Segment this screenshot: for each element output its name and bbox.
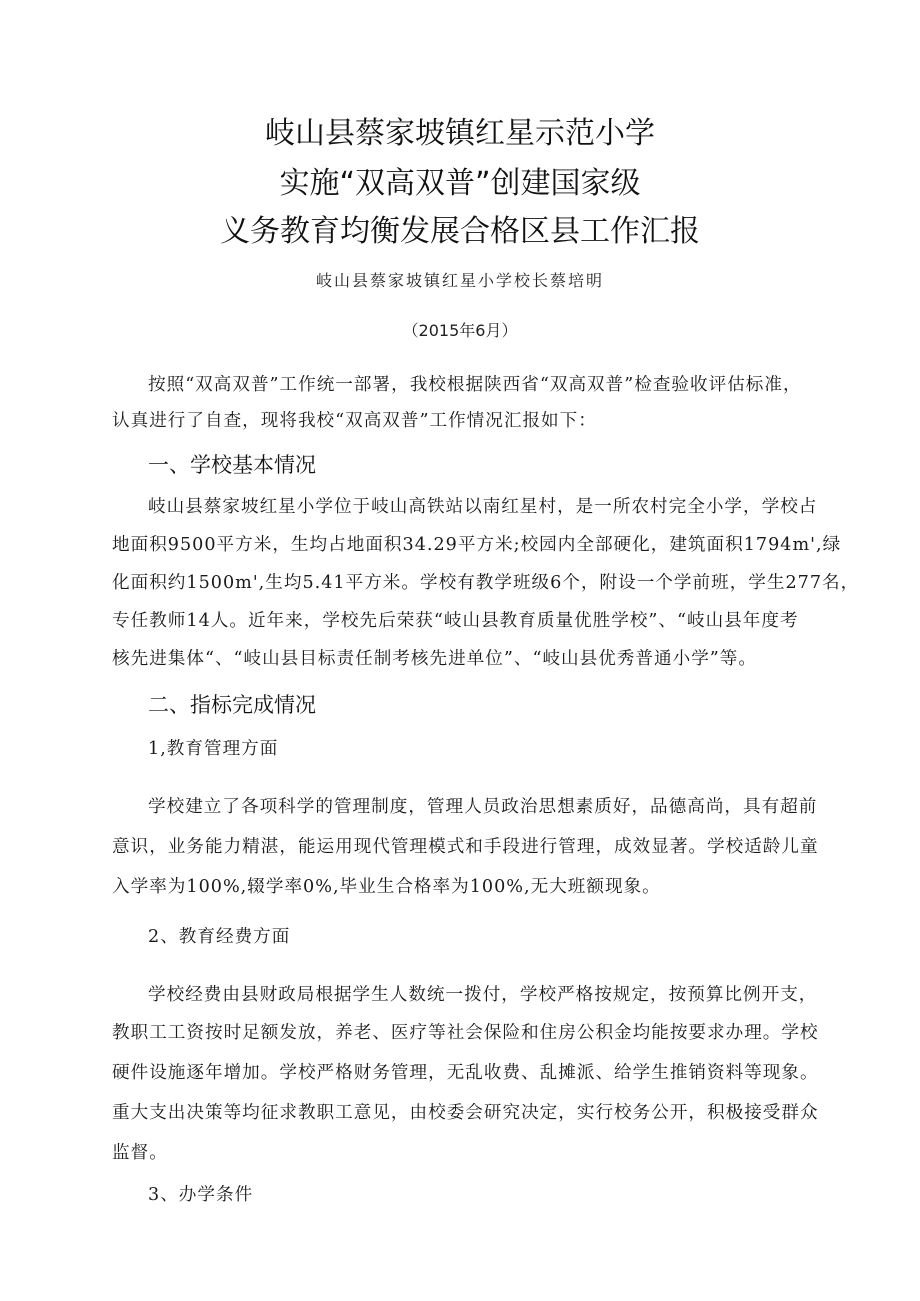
section-1-line: 核先进集体“、“岐山县目标责任制考核先进单位”、“岐山县优秀普通小学”等。 — [112, 649, 757, 669]
section-1-line: 专任教师14人。近年来，学校先后荣获“岐山县教育质量优胜学校”、“岐山县年度考 — [112, 611, 799, 631]
subsection-3-title: 3、办学条件 — [148, 1185, 254, 1205]
subsection-2-line: 学校经费由县财政局根据学生人数统一拨付，学校严格按规定，按预算比例开支， — [148, 985, 818, 1005]
section-1-line: 化面积约1500m',生均5.41平方米。学校有教学班级6个，附设一个学前班，学生277名， — [112, 573, 860, 593]
subsection-1-line: 学校建立了各项科学的管理制度，管理人员政治思想素质好，品德高尚，具有超前 — [148, 797, 818, 817]
subsection-1-line: 入学率为100%,辍学率0%,毕业生合格率为100%,无大班额现象。 — [112, 877, 661, 897]
section-2-heading: 二、指标完成情况 — [148, 693, 316, 717]
author-line: 岐山县蔡家坡镇红星小学校长蔡培明 — [315, 271, 604, 290]
subsection-2-line: 重大支出决策等均征求教职工意见，由校委会研究决定，实行校务公开，积极接受群众 — [112, 1103, 819, 1123]
report-date: （2015年6月） — [402, 321, 518, 340]
report-title-line-1: 岐山县蔡家坡镇红星示范小学 — [265, 116, 655, 151]
intro-line: 按照“双高双普”工作统一部署，我校根据陕西省“双高双普”检查验收评估标准， — [148, 375, 802, 395]
subsection-1-line: 意识，业务能力精湛，能运用现代管理模式和手段进行管理，成效显著。学校适龄儿童 — [112, 837, 819, 857]
subsection-1-title: 1,教育管理方面 — [148, 739, 279, 759]
subsection-2-line: 教职工工资按时足额发放，养老、医疗等社会保险和住房公积金均能按要求办理。学校 — [112, 1023, 819, 1043]
section-1-line: 岐山县蔡家坡红星小学位于岐山高铁站以南红星村，是一所农村完全小学，学校占 — [148, 497, 818, 517]
subsection-2-line: 监督。 — [112, 1143, 168, 1163]
intro-line: 认真进行了自查，现将我校“双高双普”工作情况汇报如下： — [112, 411, 597, 431]
section-1-line: 地面积9500平方米，生均占地面积34.29平方米;校园内全部硬化，建筑面积1794m',绿 — [112, 535, 842, 555]
report-title-line-3: 义务教育均衡发展合格区县工作汇报 — [220, 214, 700, 249]
subsection-2-title: 2、教育经费方面 — [148, 927, 291, 947]
section-1-heading: 一、学校基本情况 — [148, 453, 316, 477]
report-title-line-2: 实施“双高双普”创建国家级 — [279, 166, 641, 201]
subsection-2-line: 硬件设施逐年增加。学校严格财务管理，无乱收费、乱摊派、给学生推销资料等现象。 — [112, 1063, 819, 1083]
